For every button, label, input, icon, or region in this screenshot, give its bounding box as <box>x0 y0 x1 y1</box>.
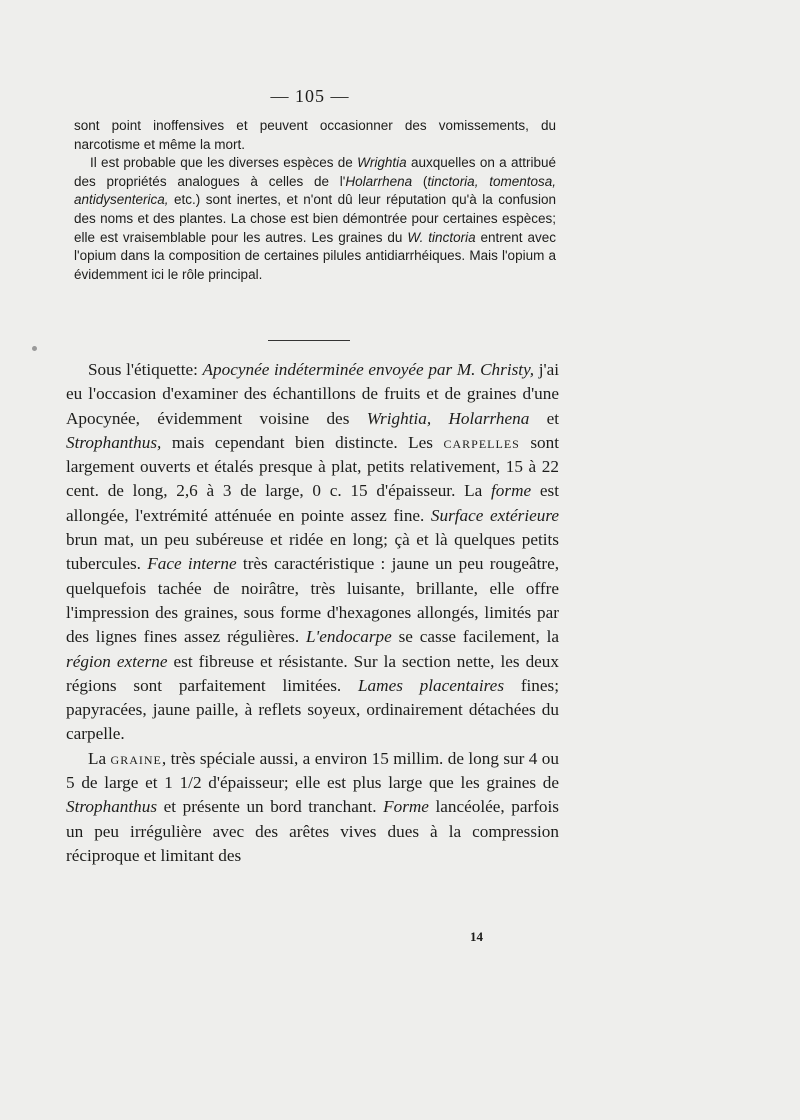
text-run: ( <box>412 173 428 189</box>
text-run: lancéolée, parfois un peu irrégulière avec des arêtes vives dues à la compression réciproque et limitant des <box>66 797 559 865</box>
italic-species: W. tinctoria <box>407 229 476 245</box>
italic-term: Face interne <box>147 554 237 574</box>
text-run: est allongée, l'extrémité atténuée en pointe assez fine. <box>66 481 559 525</box>
text-run: brun mat, un peu subéreuse et ridée en long; çà et là quelques petits tubercules. <box>66 530 559 574</box>
text-run: La <box>88 748 111 768</box>
text-run: auxquelles on a attribué des propriétés analogues à celles de l' <box>74 155 556 189</box>
text-run: très caractéristique : jaune un peu rougeâtre, quelquefois tachée de noirâtre, très luisante, brillante, elle offre l'impression des graines, sous forme d'hexagones allongés, limités par des lignes fines assez régulières. <box>66 554 559 647</box>
italic-term: Forme <box>383 797 429 817</box>
italic-genus: Holarrhena <box>345 173 413 189</box>
text-run: fines; papyracées, jaune paille, à reflets soyeux, ordinairement détachées du carpelle. <box>66 675 559 744</box>
text-run: est fibreuse et résistante. Sur la section nette, les deux régions sont parfaitement limitées. <box>66 651 559 695</box>
main-paragraph-1 <box>66 358 559 747</box>
text-run: se casse facilement, la <box>391 627 559 647</box>
section-divider <box>268 340 350 341</box>
small-paragraph-1: sont point inoffensives et peuvent occasionner des vomissements, du narcotisme et même la mort. <box>74 118 556 152</box>
text-run: j'ai eu l'occasion d'examiner des échantillons de fruits et de graines d'une Apocynée, évidemment voisine des <box>66 360 559 428</box>
italic-term: forme <box>491 481 532 501</box>
main-text-section <box>66 358 559 868</box>
italic-term: Lames placentaires <box>358 675 505 695</box>
text-run: etc.) sont inertes, et n'ont dû leur réputation qu'à la confusion des noms et des plantes. La chose est bien démontrée pour certaines espèces; elle est vraisemblable pour les autres. Les graines du <box>74 192 556 245</box>
italic-species: tinctoria, tomentosa, antidysenterica, <box>74 173 557 208</box>
italic-genera: Strophanthus, <box>66 432 162 452</box>
text-run: Il est probable que les diverses espèces de <box>90 155 358 171</box>
small-paragraph-2 <box>74 154 556 284</box>
text-run: mais cependant bien distincte. Les <box>161 432 444 452</box>
text-run: sont largement ouverts et étalés presque à plat, petits relativement, 15 à 22 cent. de long, 2,6 à 3 de large, 0 c. 15 d'épaisseur. La <box>66 432 559 501</box>
italic-term: Surface extérieure <box>430 505 559 525</box>
margin-speck <box>32 346 37 351</box>
italic-term: région externe <box>66 651 168 671</box>
text-run: Sous l'étiquette: <box>88 360 203 379</box>
italic-genus: Wrightia <box>357 155 407 171</box>
page-number: — 105 — <box>270 86 350 106</box>
small-caps-term: graine <box>110 748 162 768</box>
main-paragraph-2 <box>66 747 559 868</box>
text-run: , très spéciale aussi, a environ 15 millim. de long sur 4 ou 5 de large et 1 1/2 d'épaisseur; elle est plus large que les graines de <box>66 748 559 793</box>
small-caps-term: carpelles <box>443 432 520 452</box>
small-print-section <box>74 117 556 284</box>
italic-genus: Strophanthus <box>66 797 158 817</box>
italic-genera: Wrightia, Holarrhena <box>366 408 530 428</box>
italic-term: L'endocarpe <box>305 627 392 647</box>
text-run: et <box>529 408 559 428</box>
italic-label: Apocynée indéterminée envoyée par M. Christy, <box>202 360 535 379</box>
text-run: entrent avec l'opium dans la composition de certaines pilules antidiarrhéiques. Mais l'opium a évidemment ici le rôle principal. <box>74 229 556 282</box>
text-run: et présente un bord tranchant. <box>157 797 384 817</box>
printer-signature: 14 <box>470 929 483 944</box>
